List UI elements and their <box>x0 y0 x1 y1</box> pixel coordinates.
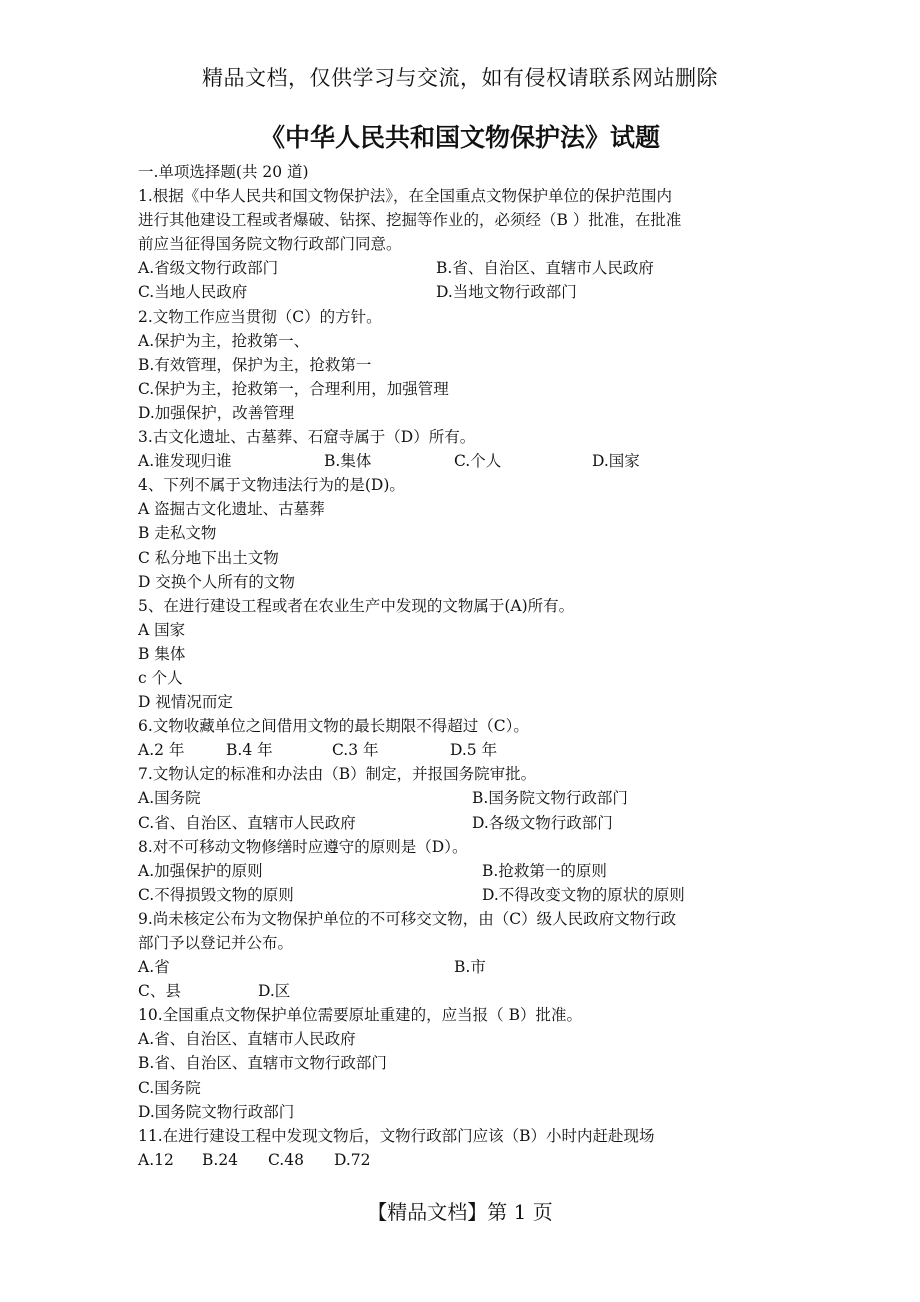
question-stem-line: 部门予以登记并公布。 <box>138 934 294 952</box>
question-10 <box>138 1003 798 1123</box>
question-stem: 6.文物收藏单位之间借用文物的最长期限不得超过（C）。 <box>138 717 529 736</box>
option-c: C.48 <box>268 1150 304 1169</box>
option-d: D 交换个人所有的文物 <box>138 572 295 591</box>
question-stem: 2.文物工作应当贯彻（C）的方针。 <box>138 307 382 326</box>
option-c: C.国务院 <box>138 1078 201 1097</box>
question-2 <box>138 305 798 425</box>
option-c: C.保护为主，抢救第一，合理利用，加强管理 <box>138 379 449 398</box>
option-a: A 国家 <box>138 620 186 639</box>
option-d: D.区 <box>258 982 291 1001</box>
option-row <box>138 859 798 883</box>
option-d: D.不得改变文物的原状的原则 <box>482 885 685 904</box>
question-3 <box>138 425 798 473</box>
option-a: A.加强保护的原则 <box>138 861 263 880</box>
option-a: A.国务院 <box>138 789 201 808</box>
option-b: B.24 <box>202 1150 239 1169</box>
question-7 <box>138 762 798 834</box>
option-c: C、县 <box>138 982 181 1001</box>
option-b: B.集体 <box>324 452 372 471</box>
option-row <box>138 256 798 280</box>
question-11 <box>138 1124 798 1172</box>
question-stem-line: 9.尚未核定公布为文物保护单位的不可移交文物，由（C）级人民政府文物行政 <box>138 909 677 928</box>
option-row <box>138 449 798 473</box>
option-row <box>138 883 798 907</box>
option-row <box>138 1148 798 1172</box>
option-d: D.5 年 <box>450 741 498 760</box>
option-b: B.国务院文物行政部门 <box>472 789 628 808</box>
option-c: c 个人 <box>138 668 183 687</box>
option-d: D.加强保护，改善管理 <box>138 403 295 422</box>
option-a: A.12 <box>138 1150 174 1169</box>
option-d: D 视情况而定 <box>138 693 233 712</box>
option-b: B.4 年 <box>226 741 273 760</box>
option-row <box>138 979 798 1003</box>
question-5 <box>138 594 798 714</box>
question-stem: 8.对不可移动文物修缮时应遵守的原则是（D）。 <box>138 837 468 856</box>
option-b: B 走私文物 <box>138 524 217 543</box>
option-b: B.抢救第一的原则 <box>482 861 607 880</box>
option-a: A.谁发现归谁 <box>138 452 232 471</box>
option-b: B.省、自治区、直辖市文物行政部门 <box>138 1054 387 1073</box>
option-row <box>138 811 798 835</box>
page-header: 精品文档，仅供学习与交流，如有侵权请联系网站删除 <box>202 66 718 90</box>
option-a: A 盗掘古文化遗址、古墓葬 <box>138 500 325 519</box>
question-stem-line: 1.根据《中华人民共和国文物保护法》，在全国重点文物保护单位的保护范围内 <box>138 187 673 206</box>
option-a: A.省 <box>138 958 170 977</box>
option-b: B 集体 <box>138 644 186 663</box>
question-stem: 4、下列不属于文物违法行为的是(D)。 <box>138 476 405 495</box>
option-d: D.当地文物行政部门 <box>436 283 577 302</box>
option-row <box>138 280 798 304</box>
option-b: B.市 <box>454 958 486 977</box>
question-9 <box>138 907 798 1003</box>
question-stem: 5、在进行建设工程或者在农业生产中发现的文物属于(A)所有。 <box>138 596 575 615</box>
option-d: D.各级文物行政部门 <box>472 813 613 832</box>
option-a: A.省、自治区、直辖市人民政府 <box>138 1030 356 1049</box>
option-row <box>138 738 798 762</box>
question-stem: 7.文物认定的标准和办法由（B）制定，并报国务院审批。 <box>138 765 537 784</box>
section-heading: 一.单项选择题(共 20 道) <box>138 163 309 181</box>
option-row <box>138 786 798 810</box>
question-8 <box>138 835 798 907</box>
option-b: B.有效管理，保护为主，抢救第一 <box>138 355 372 374</box>
page-footer: 【精品文档】第 1 页 <box>367 1200 553 1224</box>
question-stem: 10.全国重点文物保护单位需要原址重建的，应当报（ B）批准。 <box>138 1006 582 1025</box>
option-c: C.个人 <box>454 452 502 471</box>
question-stem-line: 进行其他建设工程或者爆破、钻探、挖掘等作业的，必须经（B ）批准，在批准 <box>138 211 682 230</box>
option-c: C 私分地下出土文物 <box>138 548 279 567</box>
option-d: D.国家 <box>592 452 640 471</box>
option-a: A.保护为主，抢救第一、 <box>138 331 310 350</box>
question-6 <box>138 714 798 762</box>
option-row <box>138 955 798 979</box>
option-c: C.不得损毁文物的原则 <box>138 885 294 904</box>
option-a: A.省级文物行政部门 <box>138 259 279 278</box>
option-b: B.省、自治区、直辖市人民政府 <box>436 259 654 278</box>
document-title: 《中华人民共和国文物保护法》试题 <box>259 123 660 152</box>
question-stem: 11.在进行建设工程中发现文物后，文物行政部门应该（B）小时内赶赴现场 <box>138 1126 655 1145</box>
option-c: C.当地人民政府 <box>138 283 248 302</box>
question-stem-line: 前应当征得国务院文物行政部门同意。 <box>138 235 402 254</box>
question-4 <box>138 473 798 593</box>
option-a: A.2 年 <box>138 741 185 760</box>
question-stem: 3.古文化遗址、古墓葬、石窟寺属于（D）所有。 <box>138 428 476 447</box>
question-1 <box>138 184 798 304</box>
option-c: C.省、自治区、直辖市人民政府 <box>138 813 356 832</box>
option-d: D.国务院文物行政部门 <box>138 1102 295 1121</box>
option-c: C.3 年 <box>332 741 379 760</box>
document-body <box>138 160 798 1172</box>
option-d: D.72 <box>334 1150 371 1169</box>
